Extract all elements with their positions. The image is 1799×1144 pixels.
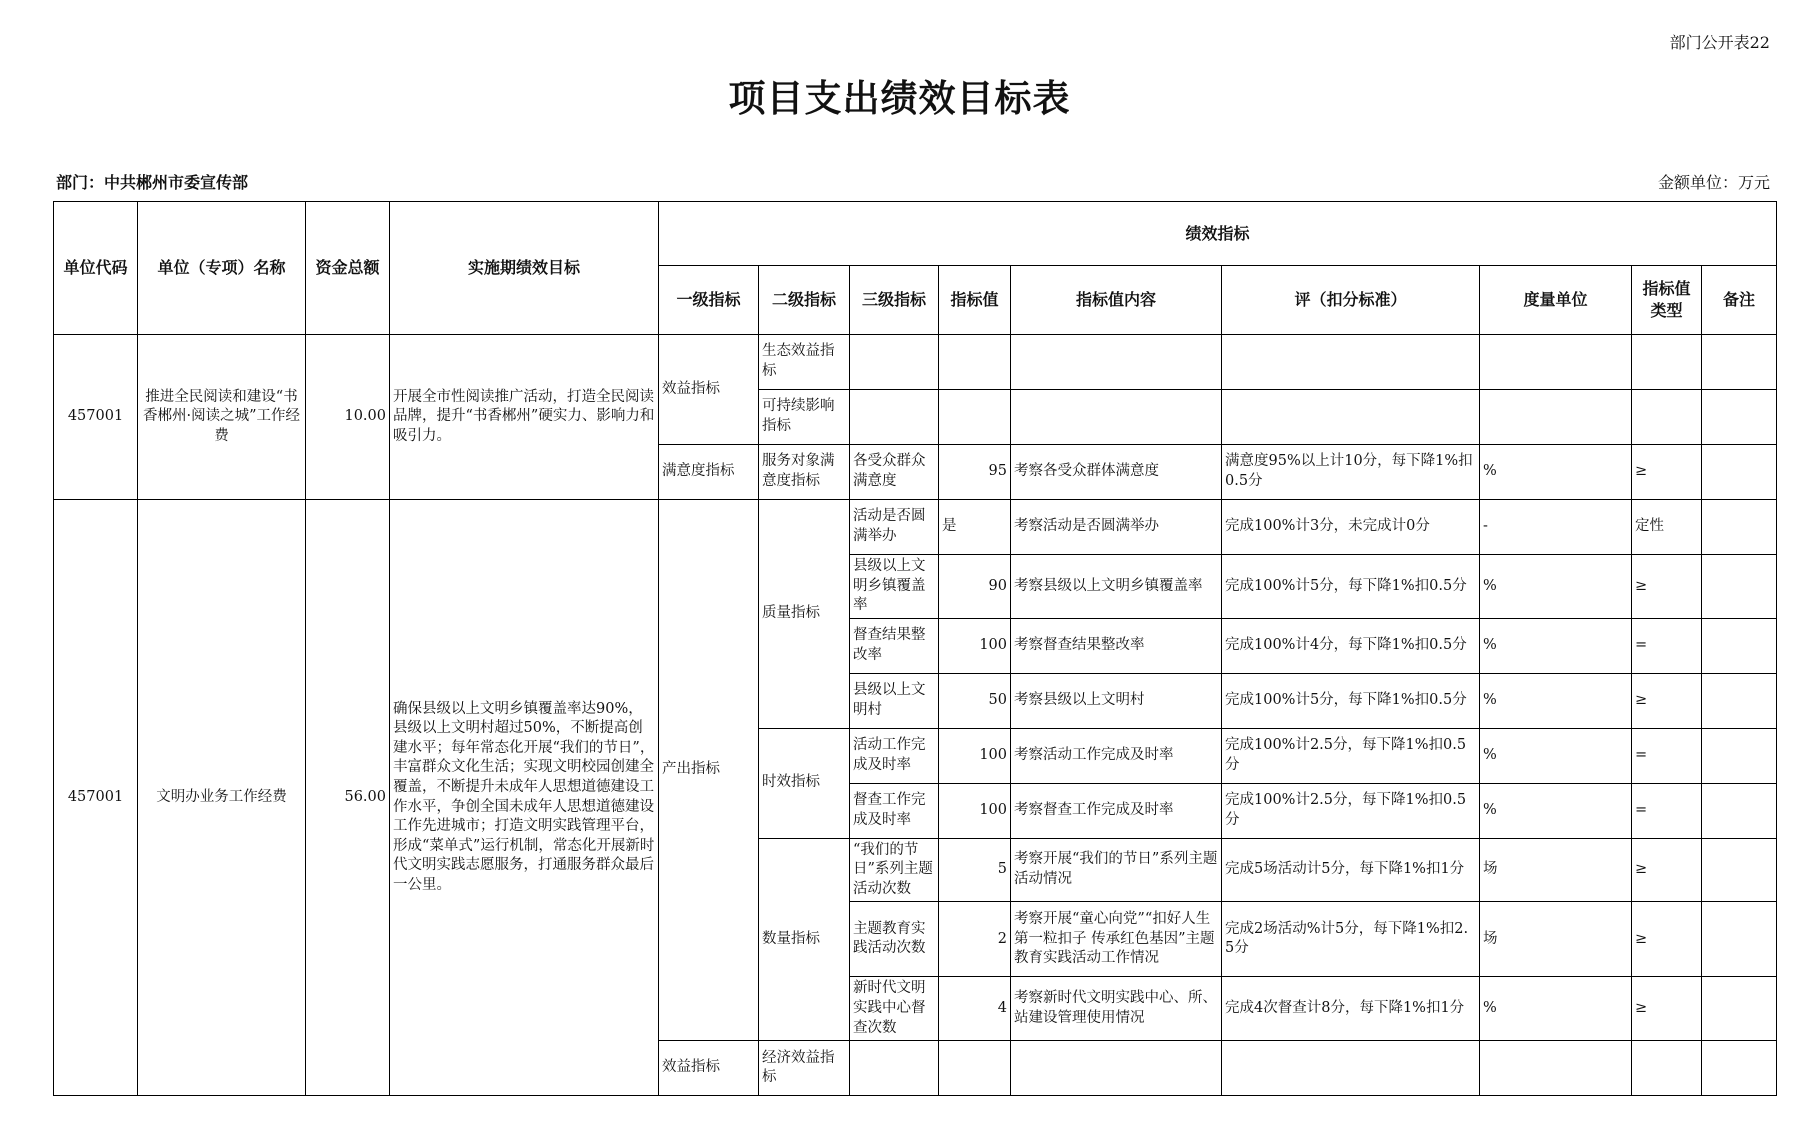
header-unit-code: 单位代码 (54, 202, 138, 335)
value-cell: 2 (939, 902, 1011, 977)
level3-cell: 活动是否圆满举办 (850, 500, 939, 555)
header-row-1 (54, 202, 1777, 266)
value-cell: 50 (939, 673, 1011, 728)
value-type-cell: ≥ (1632, 838, 1702, 902)
level1-cell: 效益指标 (659, 1041, 759, 1096)
remark-cell (1702, 500, 1777, 555)
level2-cell: 经济效益指标 (759, 1041, 850, 1096)
value-type-cell: ≥ (1632, 977, 1702, 1041)
scoring-cell: 完成4次督查计8分，每下降1%扣1分 (1222, 977, 1480, 1041)
header-scoring: 评（扣分标准） (1222, 266, 1480, 335)
measure-unit-cell (1480, 1041, 1632, 1096)
measure-unit-cell: % (1480, 618, 1632, 673)
header-value-type: 指标值类型 (1632, 266, 1702, 335)
level3-cell (850, 1041, 939, 1096)
level1-cell: 产出指标 (659, 500, 759, 1041)
level2-cell: 生态效益指标 (759, 335, 850, 390)
remark-cell (1702, 445, 1777, 500)
unit-code-cell: 457001 (54, 335, 138, 500)
amount-unit-label: 金额单位：万元 (1657, 173, 1770, 192)
scoring-cell: 完成100%计5分，每下降1%扣0.5分 (1222, 555, 1480, 619)
header-measure-unit: 度量单位 (1480, 266, 1632, 335)
remark-cell (1702, 1041, 1777, 1096)
value-cell: 5 (939, 838, 1011, 902)
content-cell: 考察活动是否圆满举办 (1011, 500, 1222, 555)
scoring-cell (1222, 390, 1480, 445)
value-cell: 100 (939, 618, 1011, 673)
performance-table (53, 201, 1777, 1096)
level3-cell (850, 335, 939, 390)
level2-cell: 可持续影响指标 (759, 390, 850, 445)
table-row (54, 500, 1777, 555)
value-type-cell (1632, 390, 1702, 445)
measure-unit-cell: % (1480, 673, 1632, 728)
header-level2: 二级指标 (759, 266, 850, 335)
scoring-cell (1222, 1041, 1480, 1096)
level3-cell: “我们的节日”系列主题活动次数 (850, 838, 939, 902)
scoring-cell: 完成100%计2.5分，每下降1%扣0.5分 (1222, 728, 1480, 783)
measure-unit-cell (1480, 335, 1632, 390)
unit-code-cell: 457001 (54, 500, 138, 1096)
value-type-cell: ≥ (1632, 902, 1702, 977)
department-label: 部门：中共郴州市委宣传部 (56, 173, 249, 192)
scoring-cell: 完成100%计5分，每下降1%扣0.5分 (1222, 673, 1480, 728)
level3-cell: 各受众群众满意度 (850, 445, 939, 500)
measure-unit-cell: % (1480, 977, 1632, 1041)
measure-unit-cell: % (1480, 783, 1632, 838)
remark-cell (1702, 838, 1777, 902)
level2-cell: 时效指标 (759, 728, 850, 838)
value-cell: 95 (939, 445, 1011, 500)
level3-cell: 活动工作完成及时率 (850, 728, 939, 783)
content-cell (1011, 1041, 1222, 1096)
header-unit-name: 单位（专项）名称 (138, 202, 306, 335)
header-content: 指标值内容 (1011, 266, 1222, 335)
remark-cell (1702, 977, 1777, 1041)
level2-cell: 质量指标 (759, 500, 850, 729)
content-cell (1011, 335, 1222, 390)
page-title: 项目支出绩效目标表 (728, 77, 1071, 120)
unit-name-cell: 推进全民阅读和建设“书香郴州·阅读之城”工作经费 (138, 335, 306, 500)
remark-cell (1702, 555, 1777, 619)
table-row (54, 335, 1777, 390)
remark-cell (1702, 618, 1777, 673)
value-type-cell: ≥ (1632, 555, 1702, 619)
value-cell: 100 (939, 783, 1011, 838)
remark-cell (1702, 728, 1777, 783)
level3-cell: 新时代文明实践中心督查次数 (850, 977, 939, 1041)
scoring-cell: 完成100%计3分，未完成计0分 (1222, 500, 1480, 555)
header-value: 指标值 (939, 266, 1011, 335)
level2-cell: 数量指标 (759, 838, 850, 1040)
remark-cell (1702, 335, 1777, 390)
value-type-cell: = (1632, 728, 1702, 783)
level1-cell: 效益指标 (659, 335, 759, 445)
remark-cell (1702, 673, 1777, 728)
value-cell: 4 (939, 977, 1011, 1041)
value-cell (939, 1041, 1011, 1096)
value-type-cell: 定性 (1632, 500, 1702, 555)
content-cell: 考察县级以上文明村 (1011, 673, 1222, 728)
content-cell: 考察各受众群体满意度 (1011, 445, 1222, 500)
measure-unit-cell (1480, 390, 1632, 445)
content-cell: 考察县级以上文明乡镇覆盖率 (1011, 555, 1222, 619)
header-level1: 一级指标 (659, 266, 759, 335)
header-total-funds: 资金总额 (306, 202, 390, 335)
remark-cell (1702, 783, 1777, 838)
content-cell: 考察督查工作完成及时率 (1011, 783, 1222, 838)
level1-cell: 满意度指标 (659, 445, 759, 500)
scoring-cell: 完成100%计2.5分，每下降1%扣0.5分 (1222, 783, 1480, 838)
form-number: 部门公开表22 (1669, 33, 1770, 52)
content-cell: 考察活动工作完成及时率 (1011, 728, 1222, 783)
remark-cell (1702, 902, 1777, 977)
level3-cell: 督查工作完成及时率 (850, 783, 939, 838)
content-cell: 考察督查结果整改率 (1011, 618, 1222, 673)
goal-cell: 开展全市性阅读推广活动，打造全民阅读品牌，提升“书香郴州”硬实力、影响力和吸引力。 (390, 335, 659, 500)
header-level3: 三级指标 (850, 266, 939, 335)
unit-name-cell: 文明办业务工作经费 (138, 500, 306, 1096)
scoring-cell: 完成2场活动%计5分，每下降1%扣2.5分 (1222, 902, 1480, 977)
measure-unit-cell: % (1480, 728, 1632, 783)
measure-unit-cell: % (1480, 445, 1632, 500)
scoring-cell (1222, 335, 1480, 390)
header-goal: 实施期绩效目标 (390, 202, 659, 335)
measure-unit-cell: 场 (1480, 902, 1632, 977)
level3-cell: 县级以上文明乡镇覆盖率 (850, 555, 939, 619)
content-cell: 考察开展“童心向党”“扣好人生第一粒扣子 传承红色基因”主题教育实践活动工作情况 (1011, 902, 1222, 977)
value-type-cell: ≥ (1632, 673, 1702, 728)
measure-unit-cell: 场 (1480, 838, 1632, 902)
content-cell: 考察新时代文明实践中心、所、站建设管理使用情况 (1011, 977, 1222, 1041)
total-funds-cell: 10.00 (306, 335, 390, 500)
content-cell (1011, 390, 1222, 445)
value-cell (939, 335, 1011, 390)
value-type-cell: ≥ (1632, 445, 1702, 500)
value-cell: 是 (939, 500, 1011, 555)
value-cell (939, 390, 1011, 445)
level3-cell (850, 390, 939, 445)
level3-cell: 县级以上文明村 (850, 673, 939, 728)
total-funds-cell: 56.00 (306, 500, 390, 1096)
content-cell: 考察开展“我们的节日”系列主题活动情况 (1011, 838, 1222, 902)
value-type-cell: = (1632, 783, 1702, 838)
measure-unit-cell: % (1480, 555, 1632, 619)
level3-cell: 督查结果整改率 (850, 618, 939, 673)
level3-cell: 主题教育实践活动次数 (850, 902, 939, 977)
measure-unit-cell: - (1480, 500, 1632, 555)
scoring-cell: 完成100%计4分，每下降1%扣0.5分 (1222, 618, 1480, 673)
value-cell: 100 (939, 728, 1011, 783)
level2-cell: 服务对象满意度指标 (759, 445, 850, 500)
scoring-cell: 满意度95%以上计10分，每下降1%扣0.5分 (1222, 445, 1480, 500)
value-cell: 90 (939, 555, 1011, 619)
scoring-cell: 完成5场活动计5分，每下降1%扣1分 (1222, 838, 1480, 902)
value-type-cell: = (1632, 618, 1702, 673)
header-remark: 备注 (1702, 266, 1777, 335)
value-type-cell (1632, 335, 1702, 390)
goal-cell: 确保县级以上文明乡镇覆盖率达90%，县级以上文明村超过50%，不断提高创建水平；每年常态化开展“我们的节日”，丰富群众文化生活；实现文明校园创建全覆盖，不断提升未成年人思想道德建设工作水平，争创全国未成年人思想道德建设工作先进城市；打造文明实践管理平台， 形成“菜单式”运行机制，常态化开展新时代文明实践志愿服务，打通服务群众最后一公里。 (390, 500, 659, 1096)
remark-cell (1702, 390, 1777, 445)
value-type-cell (1632, 1041, 1702, 1096)
header-performance-indicators: 绩效指标 (659, 202, 1777, 266)
